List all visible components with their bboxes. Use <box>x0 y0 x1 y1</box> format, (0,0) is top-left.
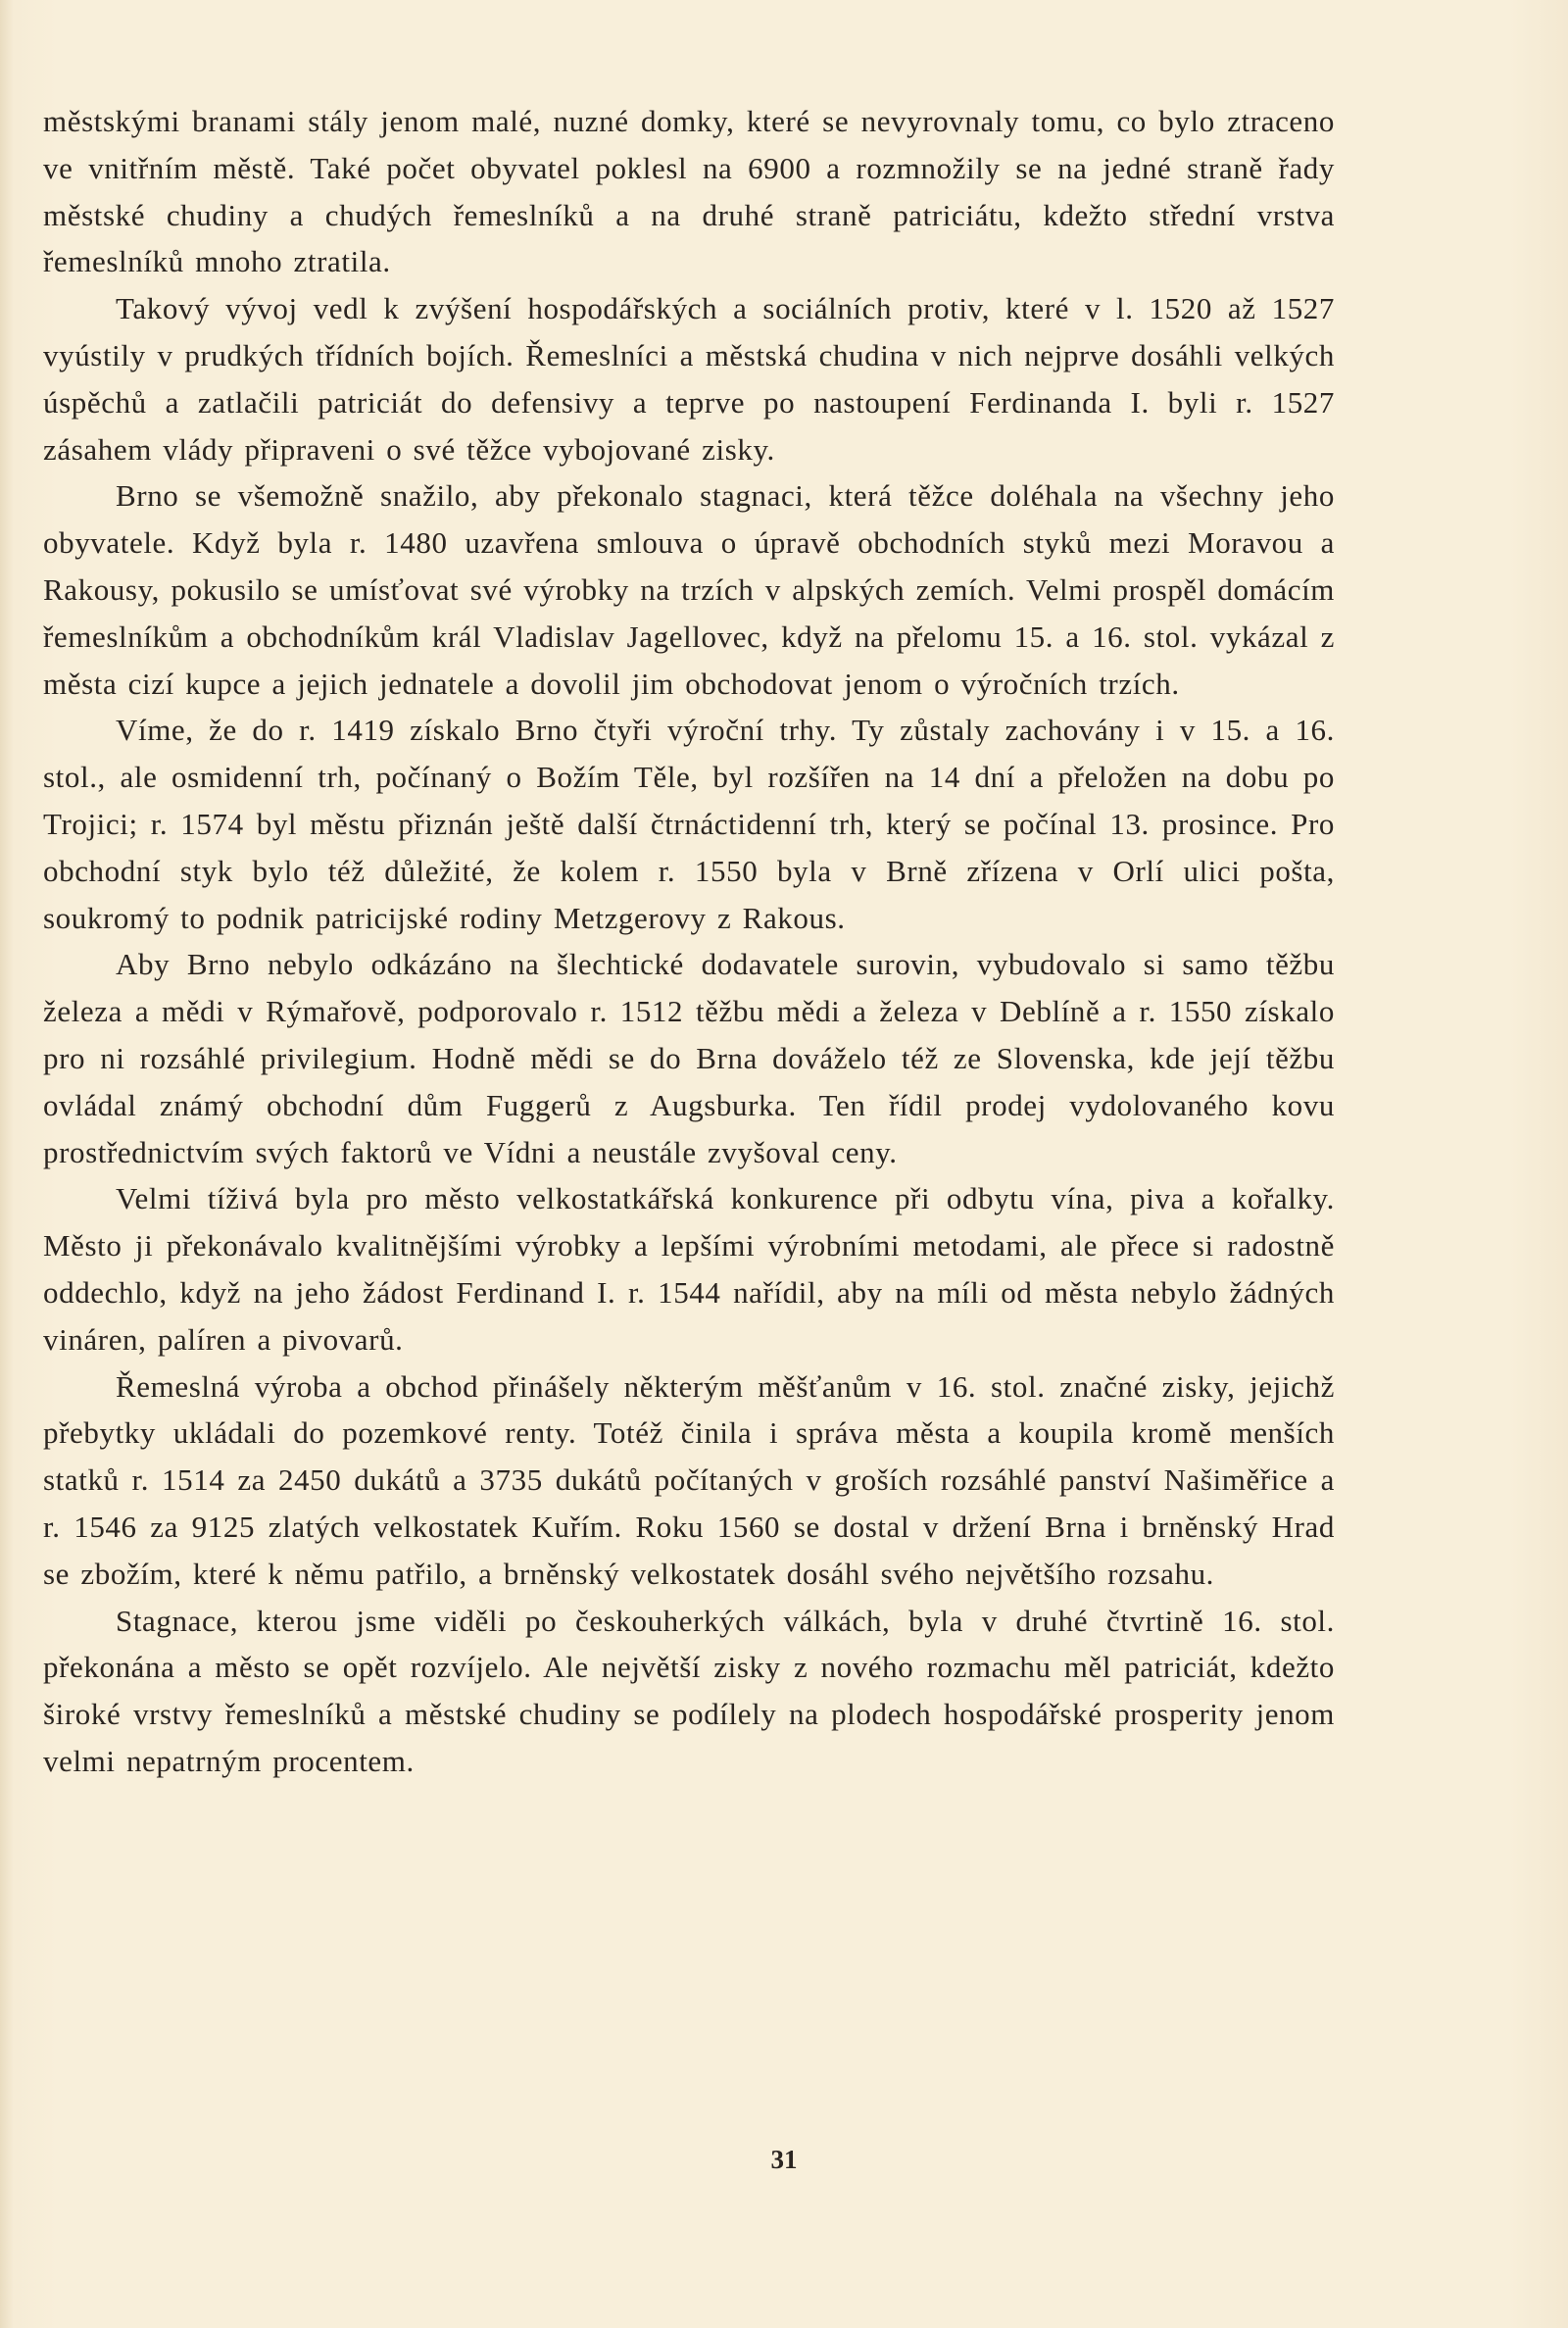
paragraph-6: Velmi tíživá byla pro město velkostatkářská konkurence při odbytu vína, piva a kořalky. Město ji překonávalo kvalitnějšími výrobky a lepšími výrobními metodami, ale přece si radostně oddechlo, když na jeho žádost Ferdinand I. r. 1544 nařídil, aby na míli od města nebylo žádných vináren, palíren a pivovarů. <box>43 1181 1335 1357</box>
paragraph-7: Řemeslná výroba a obchod přinášely některým měšťanům v 16. stol. značné zisky, jejichž přebytky ukládali do pozemkové renty. Totéž činila i správa města a koupila kromě menších statků r. 1514 za 2450 dukátů a 3735 dukátů počítaných v groších rozsáhlé panství Našiměřice a r. 1546 za 9125 zlatých velkostatek Kuřím. Roku 1560 se dostal v držení Brna i brněnský Hrad se zbožím, které k němu patřilo, a brněnský velkostatek dosáhl svého největšího rozsahu. <box>43 1368 1335 1591</box>
paragraph-5: Aby Brno nebylo odkázáno na šlechtické dodavatele surovin, vybudovalo si samo těžbu železa a mědi v Rýmařově, podporovalo r. 1512 těžbu mědi a železa v Deblíně a r. 1550 získalo pro ni rozsáhlé privilegium. Hodně mědi se do Brna dováželo též ze Slovenska, kde její těžbu ovládal známý obchodní dům Fuggerů z Augsburka. Ten řídil prodej vydolovaného kovu prostřednictvím svých faktorů ve Vídni a neustále zvyšoval ceny. <box>43 947 1335 1169</box>
paragraph-1: městskými branami stály jenom malé, nuzné domky, které se nevyrovnaly tomu, co bylo ztraceno ve vnitřním městě. Také počet obyvatel poklesl na 6900 a rozmnožily se na jedné straně řady městské chudiny a chudých řemeslníků a na druhé straně patriciátu, kdežto střední vrstva řemeslníků mnoho ztratila. <box>43 104 1335 279</box>
page-number: 31 <box>770 2145 798 2174</box>
paragraph-4: Víme, že do r. 1419 získalo Brno čtyři výroční trhy. Ty zůstaly zachovány i v 15. a 16. stol., ale osmidenní trh, počínaný o Božím Těle, byl rozšířen na 14 dní a přeložen na dobu po Trojici; r. 1574 byl městu přiznán ještě další čtrnáctidenní trh, který se počínal 13. prosince. Pro obchodní styk bylo též důležité, že kolem r. 1550 byla v Brně zřízena v Orlí ulici pošta, soukromý to podnik patricijské rodiny Metzgerovy z Rakous. <box>43 713 1335 935</box>
paragraph-3: Brno se všemožně snažilo, aby překonalo stagnaci, která těžce doléhala na všechny jeho obyvatele. Když byla r. 1480 uzavřena smlouva o úpravě obchodních styků mezi Moravou a Rakousy, pokusilo se umísťovat své výrobky na trzích v alpských zemích. Velmi prospěl domácím řemeslníkům a obchodníkům král Vladislav Jagellovec, když na přelomu 15. a 16. stol. vykázal z města cizí kupce a jejich jednatele a dovolil jim obchodovat jenom o výročních trzích. <box>43 478 1335 701</box>
body-text <box>43 98 1335 1785</box>
paragraph-8: Stagnace, kterou jsme viděli po českouherkých válkách, byla v druhé čtvrtině 16. stol. překonána a město se opět rozvíjelo. Ale největší zisky z nového rozmachu měl patriciát, kdežto široké vrstvy řemeslníků a městské chudiny se podílely na plodech hospodářské prosperity jenom velmi nepatrným procentem. <box>43 1603 1335 1778</box>
paragraph-2: Takový vývoj vedl k zvýšení hospodářských a sociálních protiv, které v l. 1520 až 1527 vyústily v prudkých třídních bojích. Řemeslníci a městská chudina v nich nejprve dosáhli velkých úspěchů a zatlačili patriciát do defensivy a teprve po nastoupení Ferdinanda I. byli r. 1527 zásahem vlády připraveni o své těžce vybojované zisky. <box>43 291 1335 467</box>
